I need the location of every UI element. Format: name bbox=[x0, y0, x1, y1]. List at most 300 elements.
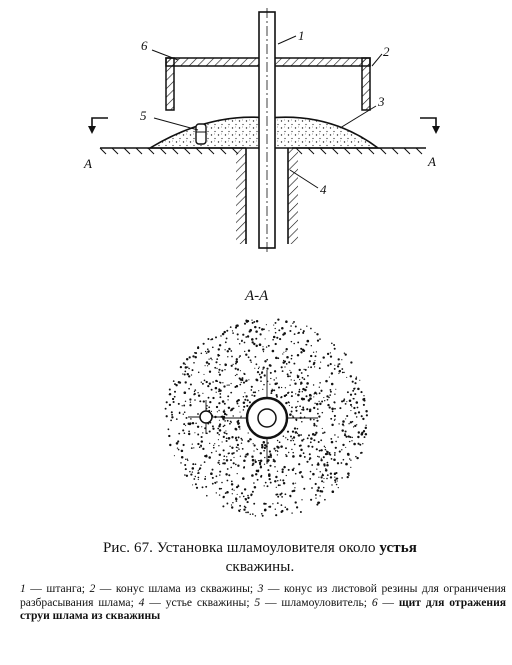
sludge-dot bbox=[217, 432, 219, 434]
sludge-dot bbox=[348, 475, 349, 476]
sludge-dot bbox=[313, 423, 315, 425]
sludge-dot bbox=[198, 477, 200, 479]
sludge-dot bbox=[171, 414, 173, 416]
sludge-dot bbox=[274, 466, 276, 468]
sludge-dot bbox=[294, 427, 296, 429]
sludge-dot bbox=[184, 411, 186, 413]
sludge-dot bbox=[233, 462, 235, 464]
sludge-dot bbox=[261, 372, 263, 374]
sludge-dot bbox=[276, 377, 277, 378]
sludge-dot bbox=[287, 431, 289, 433]
sludge-dot bbox=[338, 373, 339, 374]
sludge-dot bbox=[206, 352, 208, 354]
sludge-dot bbox=[253, 443, 254, 444]
sludge-dot bbox=[303, 378, 305, 380]
sludge-dot bbox=[269, 450, 271, 452]
sludge-dot bbox=[302, 407, 304, 409]
sludge-dot bbox=[306, 326, 307, 327]
sludge-dot bbox=[243, 401, 246, 404]
sludge-dot bbox=[251, 394, 253, 396]
sludge-dot bbox=[241, 382, 242, 383]
sludge-dot bbox=[198, 394, 200, 396]
sludge-dot bbox=[333, 344, 335, 346]
sludge-dot bbox=[346, 377, 347, 378]
sludge-dot bbox=[304, 456, 306, 458]
sludge-dot bbox=[339, 407, 341, 409]
sludge-dot bbox=[202, 486, 204, 488]
sludge-dot bbox=[224, 403, 226, 405]
sludge-dot bbox=[299, 379, 300, 380]
sludge-dot bbox=[288, 401, 290, 403]
sludge-dot bbox=[331, 484, 332, 485]
sludge-dot bbox=[285, 454, 286, 455]
sludge-dot bbox=[169, 388, 171, 390]
sludge-dot bbox=[188, 388, 190, 390]
sludge-dot bbox=[319, 382, 321, 384]
sludge-dot bbox=[264, 457, 265, 458]
sludge-dot bbox=[212, 346, 214, 348]
sludge-dot bbox=[219, 364, 220, 365]
sludge-dot bbox=[303, 488, 305, 490]
sludge-dot bbox=[174, 383, 176, 385]
sludge-dot bbox=[294, 382, 296, 384]
sludge-dot bbox=[183, 423, 185, 425]
sludge-dot bbox=[253, 450, 254, 451]
sludge-dot bbox=[219, 488, 221, 490]
svg-text:A: A bbox=[84, 156, 92, 171]
sludge-dot bbox=[281, 327, 284, 330]
sludge-dot bbox=[320, 449, 322, 451]
sludge-dot bbox=[270, 378, 271, 379]
sludge-dot bbox=[237, 403, 239, 405]
sludge-dot bbox=[343, 400, 345, 402]
sludge-dot bbox=[219, 464, 220, 465]
sludge-dot bbox=[361, 415, 363, 417]
sludge-dot bbox=[287, 373, 289, 375]
sludge-dot bbox=[211, 452, 213, 454]
sludge-dot bbox=[309, 478, 311, 480]
sludge-dot bbox=[202, 383, 204, 385]
sludge-dot bbox=[280, 511, 282, 513]
sludge-dot bbox=[327, 353, 329, 355]
sludge-dot bbox=[310, 437, 313, 440]
sludge-dot bbox=[208, 350, 210, 352]
sludge-dot bbox=[171, 416, 173, 418]
sludge-dot bbox=[263, 366, 265, 368]
sludge-dot bbox=[222, 441, 223, 442]
sludge-dot bbox=[336, 478, 338, 480]
sludge-dot bbox=[319, 392, 321, 394]
sludge-dot bbox=[253, 503, 255, 505]
sludge-dot bbox=[199, 467, 201, 469]
sludge-dot bbox=[300, 434, 302, 436]
sludge-dot bbox=[252, 513, 254, 515]
sludge-dot bbox=[320, 362, 321, 363]
sludge-dot bbox=[268, 330, 269, 331]
sludge-dot bbox=[300, 449, 302, 451]
sludge-dot bbox=[183, 444, 185, 446]
sludge-dot bbox=[338, 358, 340, 360]
sludge-dot bbox=[223, 331, 225, 333]
sludge-dot bbox=[197, 346, 199, 348]
sludge-dot bbox=[275, 509, 276, 510]
sludge-dot bbox=[214, 367, 216, 369]
sludge-dot bbox=[272, 389, 274, 391]
sludge-dot bbox=[309, 453, 311, 455]
sludge-dot bbox=[248, 432, 249, 433]
sludge-dot bbox=[231, 365, 233, 367]
sludge-dot bbox=[208, 456, 211, 459]
sludge-dot bbox=[301, 439, 303, 441]
sludge-dot bbox=[358, 411, 360, 413]
sludge-dot bbox=[269, 384, 270, 385]
sludge-dot bbox=[337, 462, 339, 464]
sludge-dot bbox=[207, 385, 209, 387]
sludge-dot bbox=[221, 482, 223, 484]
sludge-dot bbox=[168, 435, 170, 437]
sludge-dot bbox=[322, 428, 323, 429]
sludge-dot bbox=[327, 404, 329, 406]
sludge-dot bbox=[185, 459, 186, 460]
sludge-dot bbox=[239, 428, 240, 429]
sludge-dot bbox=[335, 389, 336, 390]
sludge-dot bbox=[326, 450, 327, 451]
sludge-dot bbox=[297, 401, 299, 403]
sludge-dot bbox=[252, 464, 254, 466]
sludge-dot bbox=[355, 456, 356, 457]
sludge-dot bbox=[335, 481, 337, 483]
sludge-dot bbox=[225, 492, 227, 494]
sludge-dot bbox=[192, 484, 193, 485]
sludge-dot bbox=[252, 459, 255, 462]
sludge-dot bbox=[216, 481, 217, 482]
sludge-dot bbox=[306, 382, 309, 385]
sludge-dot bbox=[334, 420, 335, 421]
sludge-dot bbox=[310, 471, 312, 473]
sludge-dot bbox=[286, 455, 288, 457]
label-1: 1 bbox=[298, 28, 305, 43]
sludge-dot bbox=[256, 363, 258, 365]
sludge-dot bbox=[299, 369, 301, 371]
sludge-dot bbox=[341, 449, 342, 450]
sludge-dot bbox=[280, 445, 283, 448]
sludge-dot bbox=[292, 430, 294, 432]
sludge-dot bbox=[349, 441, 350, 442]
sludge-dot bbox=[325, 449, 327, 451]
sludge-dot bbox=[302, 332, 304, 334]
sludge-dot bbox=[311, 446, 313, 448]
sludge-dot bbox=[185, 381, 187, 383]
sludge-dot bbox=[205, 351, 206, 352]
sludge-dot bbox=[226, 503, 228, 505]
sludge-dot bbox=[365, 427, 367, 429]
sludge-dot bbox=[235, 498, 237, 500]
sludge-dot bbox=[257, 470, 259, 472]
sludge-dot bbox=[291, 391, 293, 393]
sludge-dot bbox=[313, 419, 315, 421]
sludge-dot bbox=[300, 412, 302, 414]
sludge-dot bbox=[266, 324, 267, 325]
sludge-dot bbox=[291, 407, 293, 409]
sludge-dot bbox=[277, 318, 279, 320]
sludge-dot bbox=[322, 432, 324, 434]
section-mark-right bbox=[420, 118, 440, 169]
sludge-dot bbox=[311, 345, 312, 346]
sludge-dot bbox=[237, 444, 239, 446]
sludge-dot bbox=[208, 397, 210, 399]
sludge-dot bbox=[247, 440, 249, 442]
sludge-dot bbox=[178, 381, 180, 383]
sludge-dot bbox=[345, 418, 346, 419]
sludge-dot bbox=[301, 372, 303, 374]
sludge-dot bbox=[278, 387, 280, 389]
sludge-catcher bbox=[196, 124, 206, 144]
sludge-dot bbox=[245, 507, 247, 509]
sludge-dot bbox=[318, 401, 319, 402]
sludge-dot bbox=[226, 433, 228, 435]
sludge-dot bbox=[276, 337, 278, 339]
sludge-dot bbox=[241, 340, 243, 342]
sludge-dot bbox=[293, 343, 295, 345]
sludge-dot bbox=[309, 360, 311, 362]
sludge-dot bbox=[268, 345, 270, 347]
svg-text:A: A bbox=[428, 154, 436, 169]
sludge-dot bbox=[233, 415, 234, 416]
sludge-dot bbox=[190, 401, 191, 402]
sludge-dot bbox=[282, 479, 284, 481]
sludge-dot bbox=[331, 408, 334, 411]
sludge-dot bbox=[209, 430, 211, 432]
sludge-dot bbox=[309, 394, 312, 397]
sludge-dot bbox=[285, 402, 287, 404]
sludge-dot bbox=[339, 363, 341, 365]
sludge-dot bbox=[216, 392, 217, 393]
sludge-dot bbox=[362, 418, 364, 420]
sludge-dot bbox=[195, 476, 196, 477]
sludge-dot bbox=[187, 458, 188, 459]
sludge-dot bbox=[264, 485, 265, 486]
sludge-dot bbox=[303, 452, 305, 454]
sludge-dot bbox=[232, 488, 233, 489]
sludge-dot bbox=[239, 511, 240, 512]
sludge-dot bbox=[331, 383, 334, 386]
sludge-dot bbox=[316, 448, 318, 450]
sludge-dot bbox=[206, 405, 207, 406]
sludge-dot bbox=[324, 400, 325, 401]
sludge-dot bbox=[294, 333, 296, 335]
sludge-dot bbox=[182, 429, 184, 431]
sludge-dot bbox=[292, 438, 293, 439]
sludge-dot bbox=[300, 351, 302, 353]
sludge-dot bbox=[188, 431, 190, 433]
sludge-dot bbox=[192, 443, 193, 444]
sludge-dot bbox=[264, 360, 266, 362]
sludge-dot bbox=[348, 423, 349, 424]
section-mark-left bbox=[83, 118, 108, 171]
sludge-dot bbox=[192, 369, 194, 371]
sludge-dot bbox=[277, 440, 279, 442]
sludge-dot bbox=[281, 504, 283, 506]
sludge-dot bbox=[263, 441, 266, 444]
sludge-dot bbox=[189, 356, 191, 358]
sludge-dot bbox=[230, 459, 232, 461]
sludge-dot bbox=[269, 364, 271, 366]
sludge-dot bbox=[342, 372, 344, 374]
sludge-dot bbox=[194, 391, 195, 392]
sludge-dot bbox=[219, 420, 220, 421]
sludge-dot bbox=[299, 455, 302, 458]
sludge-dot bbox=[212, 425, 214, 427]
sludge-dot bbox=[238, 436, 240, 438]
sludge-dot bbox=[226, 414, 228, 416]
sludge-dot bbox=[356, 457, 358, 459]
sludge-dot bbox=[359, 380, 360, 381]
sludge-dot bbox=[325, 468, 326, 469]
sludge-dot bbox=[219, 390, 221, 392]
sludge-dot bbox=[322, 356, 324, 358]
sludge-dot bbox=[334, 415, 336, 417]
sludge-dot bbox=[286, 363, 288, 365]
sludge-dot bbox=[311, 464, 313, 466]
sludge-dot bbox=[197, 413, 199, 415]
sludge-dot bbox=[359, 444, 361, 446]
sludge-dot bbox=[323, 397, 324, 398]
sludge-dot bbox=[204, 380, 206, 382]
sludge-dot bbox=[337, 436, 338, 437]
sludge-dot bbox=[289, 405, 290, 406]
sludge-dot bbox=[213, 445, 214, 446]
sludge-dot bbox=[169, 394, 170, 395]
sludge-dot bbox=[192, 467, 195, 470]
sludge-dot bbox=[332, 411, 334, 413]
sludge-dot bbox=[286, 356, 289, 359]
sludge-dot bbox=[263, 450, 265, 452]
sludge-dot bbox=[293, 440, 294, 441]
sludge-dot bbox=[198, 470, 199, 471]
sludge-dot bbox=[344, 434, 346, 436]
sludge-dot bbox=[218, 460, 219, 461]
sludge-dot bbox=[193, 362, 195, 364]
sludge-dot bbox=[260, 459, 263, 462]
sludge-dot bbox=[332, 490, 335, 493]
sludge-dot bbox=[263, 384, 265, 386]
sludge-dot bbox=[219, 374, 221, 376]
sludge-dot bbox=[245, 454, 247, 456]
sludge-dot bbox=[357, 388, 360, 391]
sludge-dot bbox=[334, 348, 336, 350]
sludge-dot bbox=[267, 469, 269, 471]
sludge-dot bbox=[275, 494, 277, 496]
sludge-dot bbox=[289, 370, 290, 371]
sludge-dot bbox=[334, 365, 335, 366]
sludge-dot bbox=[198, 479, 199, 480]
sludge-dot bbox=[228, 348, 230, 350]
sludge-dot bbox=[185, 425, 186, 426]
sludge-dot bbox=[216, 451, 217, 452]
sludge-dot bbox=[365, 425, 366, 426]
sludge-dot bbox=[288, 361, 290, 363]
sludge-dot bbox=[181, 450, 184, 453]
sludge-dot bbox=[215, 361, 217, 363]
sludge-dot bbox=[245, 498, 247, 500]
sludge-dot bbox=[350, 375, 352, 377]
sludge-dot bbox=[342, 444, 344, 446]
sludge-dot bbox=[319, 495, 320, 496]
sludge-dot bbox=[331, 424, 333, 426]
sludge-dot bbox=[211, 359, 212, 360]
sludge-dot bbox=[209, 383, 211, 385]
sludge-dot bbox=[288, 452, 289, 453]
sludge-dot bbox=[326, 395, 328, 397]
sludge-dot bbox=[321, 401, 323, 403]
sludge-dot bbox=[240, 456, 241, 457]
sludge-dot bbox=[310, 419, 312, 421]
sludge-dot bbox=[265, 338, 266, 339]
sludge-dot bbox=[254, 486, 257, 489]
sludge-dot bbox=[239, 412, 240, 413]
sludge-dot bbox=[353, 407, 355, 409]
sludge-dot bbox=[317, 456, 318, 457]
sludge-dot bbox=[354, 412, 356, 414]
sludge-dot bbox=[251, 456, 253, 458]
sludge-dot bbox=[223, 436, 225, 438]
sludge-dot bbox=[189, 423, 192, 426]
sludge-dot bbox=[293, 363, 295, 365]
sludge-dot bbox=[330, 352, 331, 353]
sludge-dot bbox=[231, 436, 233, 438]
sludge-dot bbox=[215, 483, 216, 484]
sludge-dot bbox=[174, 396, 176, 398]
sludge-dot bbox=[250, 439, 251, 440]
sludge-dot bbox=[244, 392, 245, 393]
sludge-dot bbox=[235, 360, 238, 363]
sludge-dot bbox=[327, 462, 329, 464]
sludge-dot bbox=[288, 469, 290, 471]
sludge-dot bbox=[317, 462, 319, 464]
sludge-dot bbox=[231, 447, 233, 449]
sludge-dot bbox=[315, 483, 317, 485]
sludge-dot bbox=[297, 354, 299, 356]
sludge-dot bbox=[318, 456, 320, 458]
sludge-dot bbox=[305, 395, 307, 397]
sludge-dot bbox=[244, 342, 246, 344]
sludge-dot bbox=[317, 464, 319, 466]
sludge-dot bbox=[230, 350, 232, 352]
sludge-dot bbox=[224, 364, 227, 367]
sludge-dot bbox=[228, 474, 230, 476]
sludge-dot bbox=[298, 391, 300, 393]
sludge-dot bbox=[345, 430, 347, 432]
sludge-dot bbox=[285, 437, 286, 438]
sludge-dot bbox=[238, 426, 240, 428]
sludge-dot bbox=[238, 420, 240, 422]
sludge-dot bbox=[279, 493, 281, 495]
sludge-dot bbox=[310, 441, 312, 443]
sludge-dot bbox=[253, 392, 255, 394]
sludge-dot bbox=[350, 394, 352, 396]
sludge-dot bbox=[235, 437, 237, 439]
sludge-dot bbox=[183, 362, 185, 364]
sludge-dot bbox=[318, 487, 320, 489]
sludge-dot bbox=[335, 447, 337, 449]
sludge-dot bbox=[336, 484, 338, 486]
sludge-dot bbox=[349, 458, 350, 459]
sludge-dot bbox=[228, 407, 230, 409]
sludge-dot bbox=[227, 480, 229, 482]
sludge-dot bbox=[210, 358, 212, 360]
sludge-dot bbox=[277, 496, 279, 498]
sludge-dot bbox=[323, 482, 324, 483]
